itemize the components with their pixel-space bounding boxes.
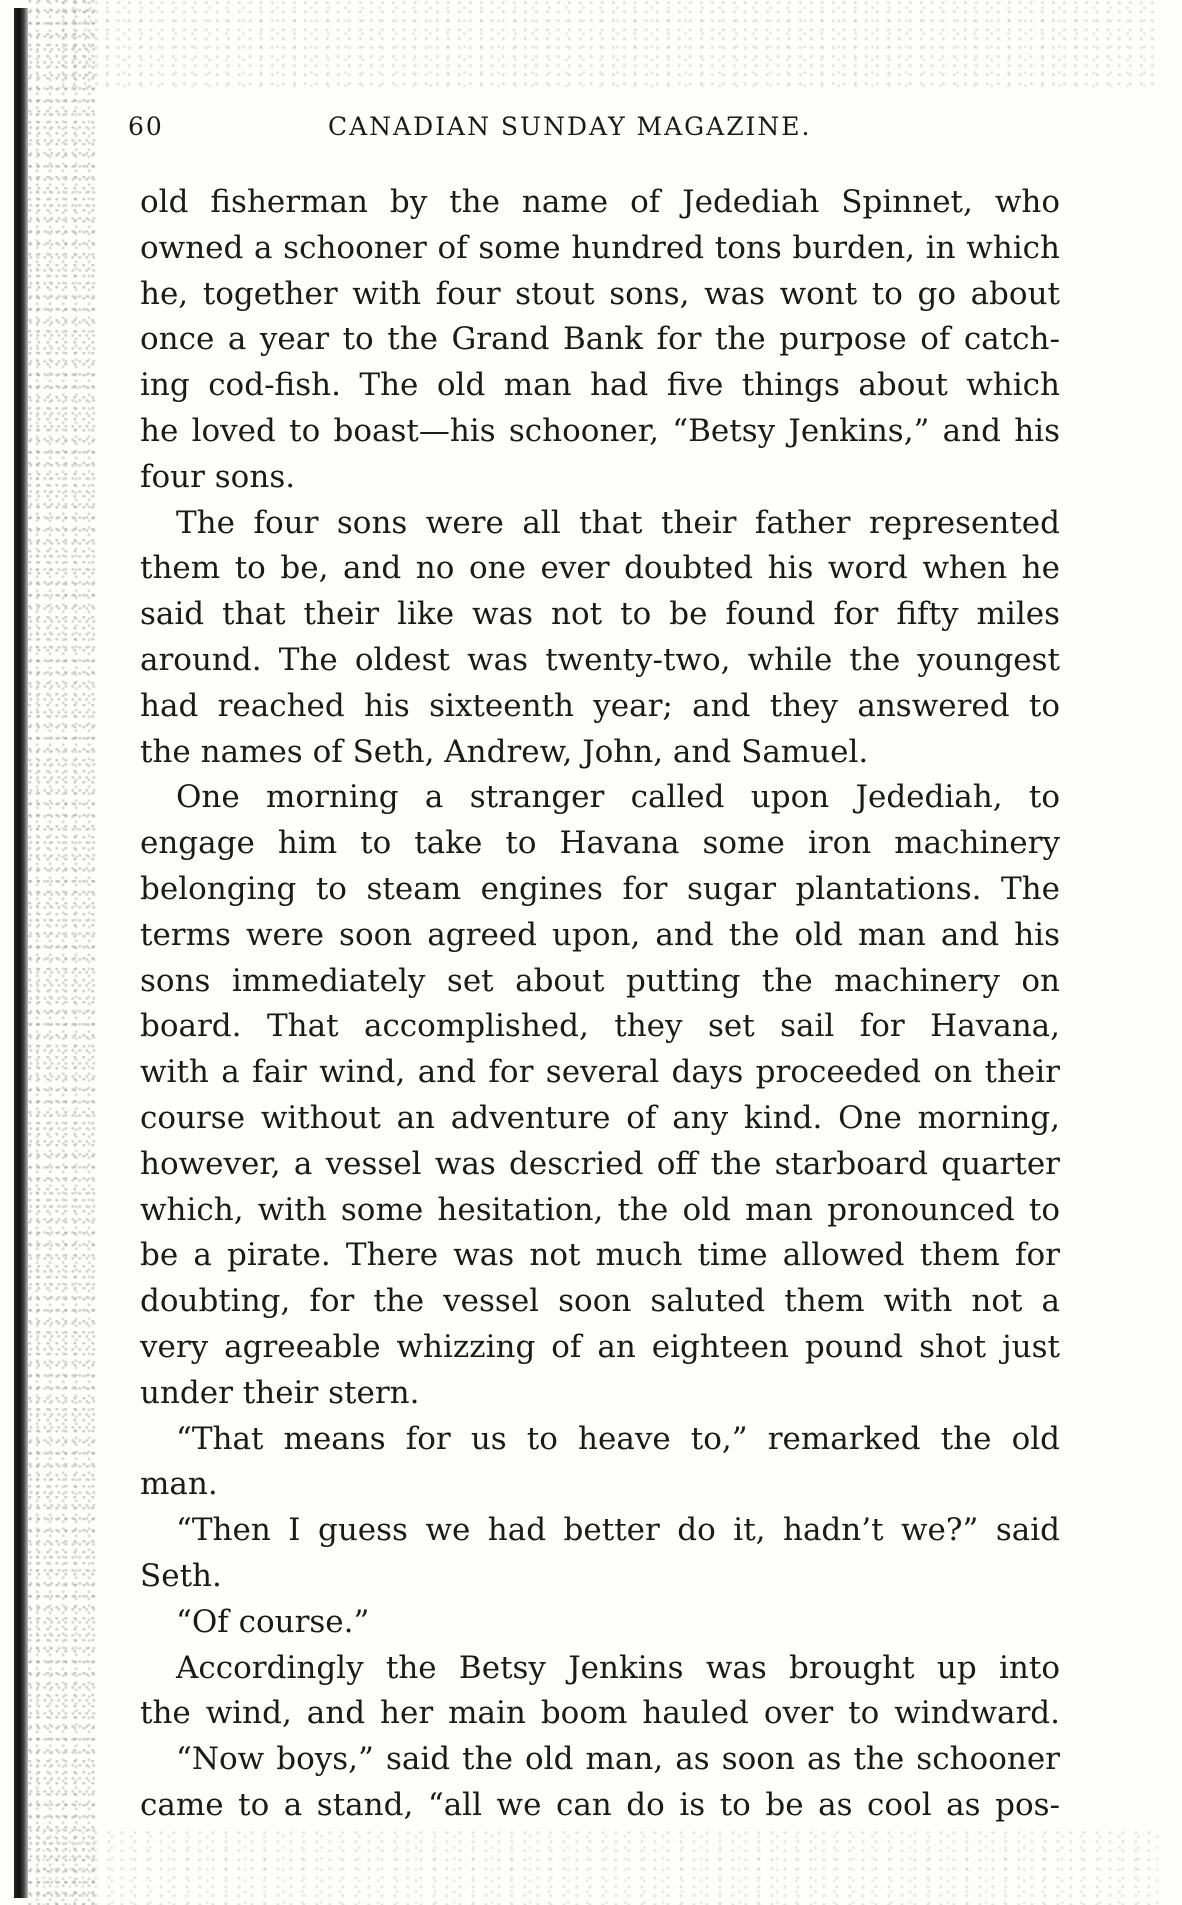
text-line: which, with some hesitation, the old man pronounced to: [140, 1191, 1060, 1228]
text-line: “Then I guess we had better do it, hadn’t we?” said: [176, 1512, 1060, 1549]
text-line: once a year to the Grand Bank for the purpose of catch-: [140, 321, 1060, 358]
text-line: course without an adventure of any kind. One morning,: [140, 1099, 1060, 1136]
text-line: doubting, for the vessel soon saluted them with not a: [140, 1283, 1060, 1320]
scan-noise-top: [60, 0, 1160, 90]
text-line: under their stern.: [140, 1374, 420, 1411]
text-line: old fisherman by the name of Jedediah Spinnet, who: [140, 184, 1060, 220]
text-line: very agreeable whizzing of an eighteen pound shot just: [140, 1328, 1060, 1365]
text-line: came to a stand, “all we can do is to be as cool as pos-: [140, 1786, 1060, 1823]
text-line: board. That accomplished, they set sail for Havana,: [140, 1008, 1060, 1045]
text-line: Accordingly the Betsy Jenkins was brought up into: [176, 1649, 1060, 1686]
text-line: owned a schooner of some hundred tons burden, in which: [140, 229, 1060, 266]
text-line: four sons.: [140, 458, 296, 495]
text-line: them to be, and no one ever doubted his word when he: [140, 550, 1060, 587]
text-line: with a fair wind, and for several days proceeded on their: [140, 1054, 1060, 1091]
text-line: however, a vessel was descried off the starboard quarter: [140, 1145, 1060, 1182]
text-line: “That means for us to heave to,” remarked the old: [176, 1420, 1060, 1457]
text-line: said that their like was not to be found for fifty miles: [140, 596, 1060, 633]
text-line: the names of Seth, Andrew, John, and Samuel.: [140, 733, 869, 770]
text-line: “Of course.”: [176, 1603, 370, 1640]
binding-edge: [14, 8, 28, 1898]
scan-noise-bottom: [40, 1830, 1160, 1905]
text-line: “Now boys,” said the old man, as soon as the schooner: [176, 1741, 1060, 1778]
article-body: [140, 180, 1060, 1829]
text-line: sons immediately set about putting the machinery on: [140, 962, 1060, 999]
text-line: One morning a stranger called upon Jedediah, to: [176, 779, 1060, 816]
text-line: he, together with four stout sons, was wont to go about: [140, 275, 1060, 312]
running-head: [128, 112, 888, 152]
text-line: around. The oldest was twenty-two, while the youngest: [140, 641, 1060, 678]
text-line: he loved to boast—his schooner, “Betsy Jenkins,” and his: [140, 412, 1060, 449]
text-line: Seth.: [140, 1557, 222, 1594]
text-line: the wind, and her main boom hauled over to windward.: [140, 1695, 1060, 1732]
page-number: 60: [128, 112, 164, 141]
text-line: belonging to steam engines for sugar plantations. The: [140, 870, 1060, 907]
scan-noise-left: [28, 0, 98, 1905]
text-line: terms were soon agreed upon, and the old man and his: [140, 916, 1060, 953]
text-line: The four sons were all that their father represented: [176, 504, 1060, 541]
text-line: man.: [140, 1466, 218, 1503]
text-line: ing cod-fish. The old man had five things about which: [140, 367, 1060, 404]
text-line: had reached his sixteenth year; and they answered to: [140, 687, 1060, 724]
journal-title: CANADIAN SUNDAY MAGAZINE.: [328, 112, 812, 141]
text-line: engage him to take to Havana some iron machinery: [140, 825, 1060, 862]
text-line: be a pirate. There was not much time allowed them for: [140, 1237, 1060, 1274]
